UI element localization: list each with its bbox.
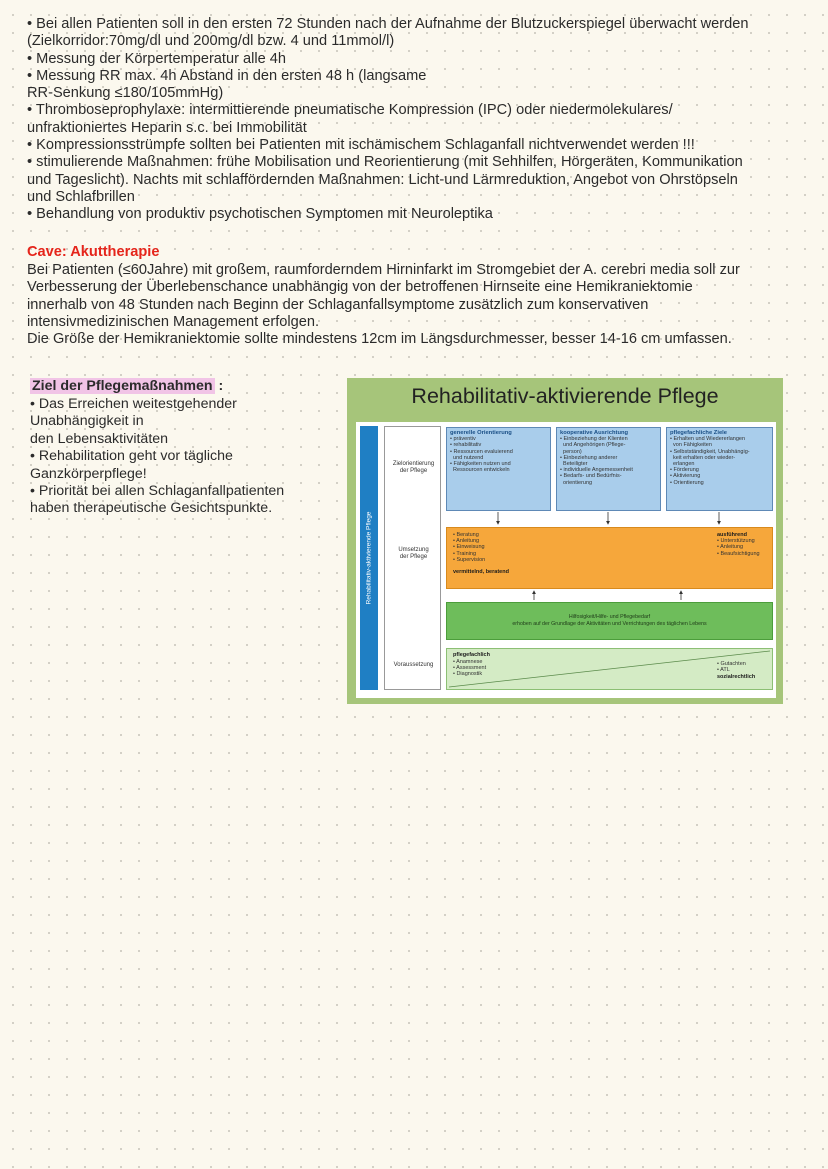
intro-line: • Thromboseprophylaxe: intermittierende pneumatische Kompression (IPC) oder niedermolekulares/ [27,102,673,119]
box-heading: generelle Orientierung [450,430,512,436]
row-label-line: Umsetzung [398,547,429,553]
orange-left-bold: vermittelnd, beratend [453,569,509,575]
row-label-line: der Pflege [399,554,428,560]
lg-item: • Diagnostik [453,671,483,678]
orange-left-list [453,532,485,563]
lg-left-list [453,659,486,678]
orange-item: • Training [453,550,477,557]
intro-line: • Behandlung von produktiv psychotischen Symptomen mit Neuroleptika [27,206,493,223]
lg-left-bold: pflegefachlich [453,652,490,658]
lg-item: • Anamnese [453,659,483,665]
orange-item: • Beratung [453,532,479,538]
cave-line: Verbesserung der Überlebenschance unabhängig von der betroffenen Hirnseite eine Hemikraniektomie [27,279,693,296]
rehab-figure [347,378,783,704]
box-item: • Fähigkeiten nutzen und [450,461,511,468]
lg-item: • Assessment [453,665,487,672]
box-item: • präventiv [450,436,476,443]
box-item: • Aktivierung [670,473,701,480]
goal-text [30,396,330,518]
box-item: person) [560,448,582,455]
box-heading: kooperative Ausrichtung [560,430,629,436]
cave-line: innerhalb von 48 Stunden nach Beginn der Schlaganfallsymptome zusätzlich zum konservativen [27,296,649,313]
box-item: Ressourcen entwickeln [450,467,510,474]
orange-item: • Supervision [453,556,486,563]
cave-line: Die Größe der Hemikraniektomie sollte mindestens 12cm im Längsdurchmesser, besser 14-16 cm umfassen. [27,331,732,348]
lg-right-bold: sozialrechtlich [717,674,756,680]
figure-diagram [356,422,776,698]
box-item: • Einbeziehung der Klienten [560,436,628,443]
goal-heading-colon: : [214,378,224,394]
cave-text [27,262,817,348]
goal-line: • Das Erreichen weitestgehender [30,396,237,412]
intro-line: und Schlafbrillen [27,188,135,205]
box-voraussetzung [446,648,773,690]
intro-line: (Zielkorridor:70mg/dl und 200mg/dl bzw. 4 und 11mmol/l) [27,33,395,50]
box-item: • Förderung [670,467,699,474]
box-item: • Ressourcen evaluierend [450,448,513,455]
goal-line: den Lebensaktivitäten [30,430,169,447]
orange-item: • Beaufsichtigung [717,550,760,557]
figure-title: Rehabilitativ-aktivierende Pflege [411,384,719,408]
intro-line: und Tageslicht). Nachts mit schlaffördernden Maßnahmen: Licht-und Lärmreduktion, Angebot von Ohrstöpseln [27,171,738,188]
goal-line: • Rehabilitation geht vor tägliche [30,448,233,465]
box-item: von Fähigkeiten [670,442,712,449]
cave-line: Bei Patienten (≤60Jahre) mit großem, raumforderndem Hirninfarkt im Stromgebiet der A. cerebri media soll zur [27,262,740,278]
box-hilfebedarf [446,602,773,640]
orange-item: • Unterstützung [717,538,755,545]
box-item: und Angehörigen (Pflege- [560,442,626,449]
sidebar-label: Rehabilitativ-aktivierende Pflege [365,511,373,605]
box-item: erlangen [670,461,695,468]
box-item: • Selbstständigkeit, Unabhängig- [670,448,750,455]
box-item: orientierung [560,479,593,486]
green-line-2: erhoben auf der Grundlage der Aktivitäten und Verrichtungen des täglichen Lebens [512,621,707,627]
goal-line: Unabhängigkeit in [30,413,144,430]
row-label-line: Zielorientierung [392,461,435,467]
box-item: Beteiligter [560,461,588,468]
orange-right-bold: ausführend [717,532,747,538]
box-item: • Erhalten und Wiedererlangen [670,436,745,443]
intro-line: • Bei allen Patienten soll in den ersten 72 Stunden nach der Aufnahme der Blutzuckerspiegel überwacht werden [27,16,749,32]
row-label-line: Voraussetzung [393,662,434,668]
box-heading: pflegefachliche Ziele [670,430,728,436]
orange-item: • Anleitung [717,544,744,551]
lg-item: • Gutachten [717,661,746,667]
cave-line: intensivmedizinischen Management erfolgen. [27,313,320,330]
goal-line: haben therapeutische Gesichtspunkte. [30,500,273,517]
lg-item: • ATL [717,667,730,674]
goal-heading-text: Ziel der Pflegemaßnahmen [32,378,213,394]
box-item: und nutzend [450,454,484,461]
intro-bullets [27,16,817,224]
goal-line: Ganzkörperpflege! [30,465,147,482]
goal-heading [30,378,223,394]
box-umsetzung [446,527,773,589]
green-line-1: Hilfosigkeit/Hilfe- und Pflegebedarf [568,614,651,620]
cave-heading: Cave: Akuttherapie [27,244,160,260]
box-item: keit erhalten oder wieder- [670,454,736,461]
orange-item: • Einweisung [453,544,485,551]
intro-line: • Messung RR max. 4h Abstand in den ersten 48 h (langsame [27,67,427,84]
lg-right-list [717,661,746,673]
box-item: • Orientierung [670,479,704,486]
box-item: • Einbeziehung anderer [560,454,618,461]
orange-right-list [717,532,760,557]
goal-line: • Priorität bei allen Schlaganfallpatienten [30,483,285,500]
box-item: • Bedarfs- und Bedürfnis- [560,473,622,480]
box-item: • individuelle Angemessenheit [560,467,633,474]
box-item: • rehabilitativ [450,442,482,449]
intro-line: • stimulierende Maßnahmen: frühe Mobilisation und Reorientierung (mit Sehhilfen, Hörgeräten, Kommunikation [27,154,743,171]
intro-line: unfraktioniertes Heparin s.c. bei Immobilität [27,119,307,136]
row-label-line: der Pflege [399,468,428,474]
intro-line: • Messung der Körpertemperatur alle 4h [27,50,287,67]
orange-item: • Anleitung [453,538,480,545]
intro-line: • Kompressionsstrümpfe sollten bei Patienten mit ischämischem Schlaganfall nichtverwendet werden !!! [27,137,695,154]
intro-line: RR-Senkung ≤180/105mmHg) [27,85,224,102]
